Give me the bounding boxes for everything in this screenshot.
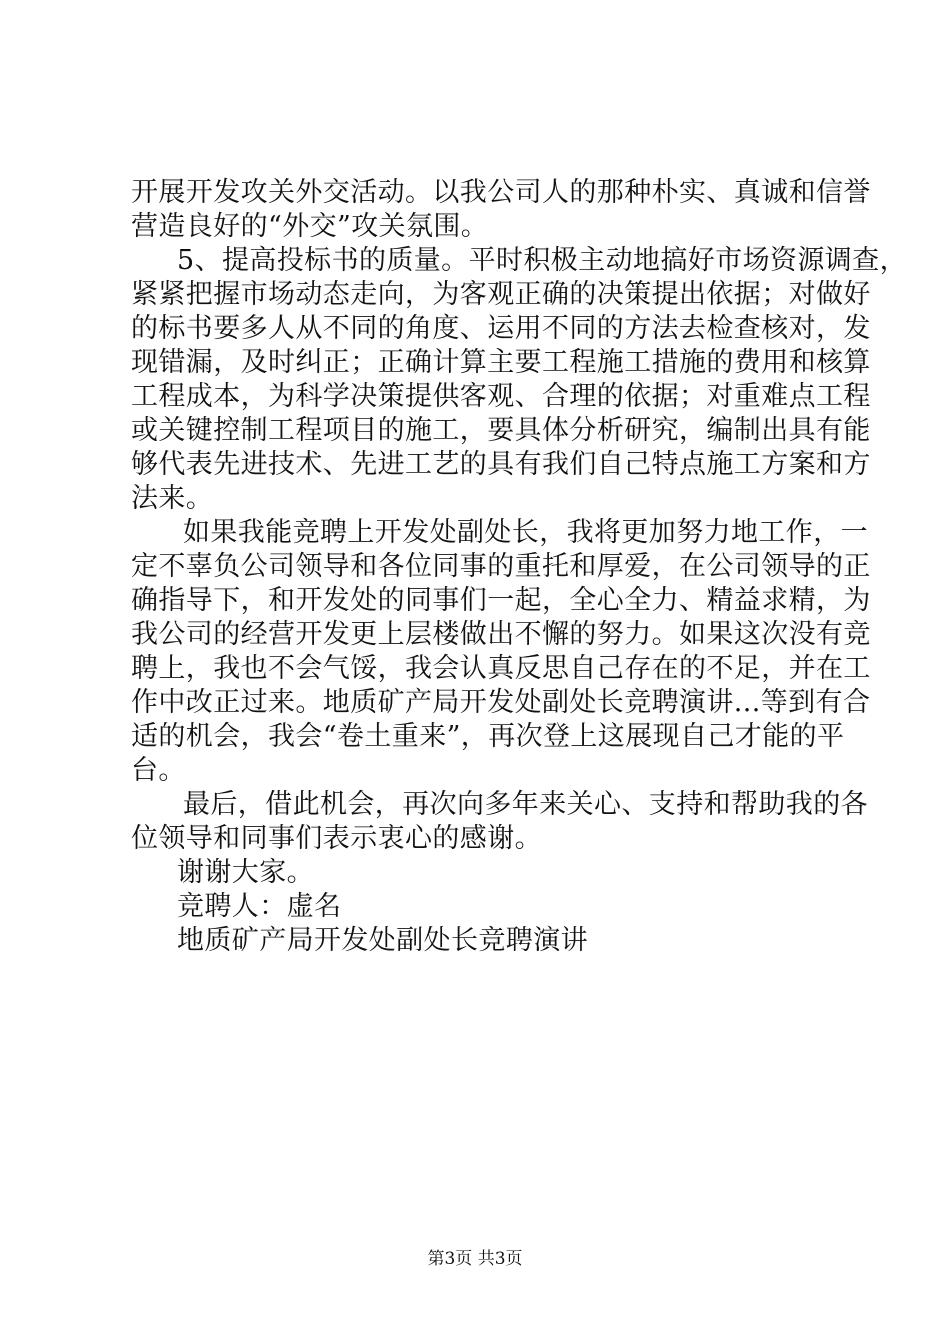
paragraph-line: 如果我能竞聘上开发处副处长，我将更加努力地工作，一	[183, 517, 868, 548]
paragraph-line: 开展开发攻关外交活动。以我公司人的那种朴实、真诚和信誉	[131, 177, 871, 208]
paragraph-line: 台。	[131, 755, 186, 786]
paragraph-line: 够代表先进技术、先进工艺的具有我们自己特点施工方案和方	[131, 449, 871, 480]
paragraph-line: 法来。	[131, 483, 214, 514]
paragraph-line: 的标书要多人从不同的角度、运用不同的方法去检查核对，发	[131, 313, 871, 344]
paragraph-line: 适的机会，我会“卷土重来”，再次登上这展现自己才能的平	[131, 721, 845, 752]
paragraph-line: 我公司的经营开发更上层楼做出不懈的努力。如果这次没有竞	[131, 619, 871, 650]
document-title-line: 地质矿产局开发处副处长竞聘演讲	[177, 925, 588, 956]
paragraph-line: 现错漏，及时纠正；正确计算主要工程施工措施的费用和核算	[131, 347, 871, 378]
paragraph-line: 最后，借此机会，再次向多年来关心、支持和帮助我的各	[183, 789, 868, 820]
page-number: 第3页 共3页	[427, 1249, 523, 1269]
applicant-signature: 竞聘人：虚名	[177, 891, 342, 922]
paragraph-line: 确指导下，和开发处的同事们一起，全心全力、精益求精，为	[131, 585, 871, 616]
paragraph-line: 聘上，我也不会气馁，我会认真反思自己存在的不足，并在工	[131, 653, 871, 684]
paragraph-line: 或关键控制工程项目的施工，要具体分析研究，编制出具有能	[131, 415, 871, 446]
paragraph-line: 5、提高投标书的质量。平时积极主动地搞好市场资源调查，	[177, 245, 907, 276]
paragraph-line: 紧紧把握市场动态走向，为客观正确的决策提出依据；对做好	[131, 279, 871, 310]
closing-thanks: 谢谢大家。	[177, 857, 314, 888]
paragraph-line: 位领导和同事们表示衷心的感谢。	[131, 823, 542, 854]
paragraph-line: 营造良好的“外交”攻关氛围。	[131, 211, 489, 242]
paragraph-line: 定不辜负公司领导和各位同事的重托和厚爱，在公司领导的正	[131, 551, 871, 582]
paragraph-line: 工程成本，为科学决策提供客观、合理的依据；对重难点工程	[131, 381, 871, 412]
paragraph-line: 作中改正过来。地质矿产局开发处副处长竞聘演讲...等到有合	[131, 687, 871, 718]
